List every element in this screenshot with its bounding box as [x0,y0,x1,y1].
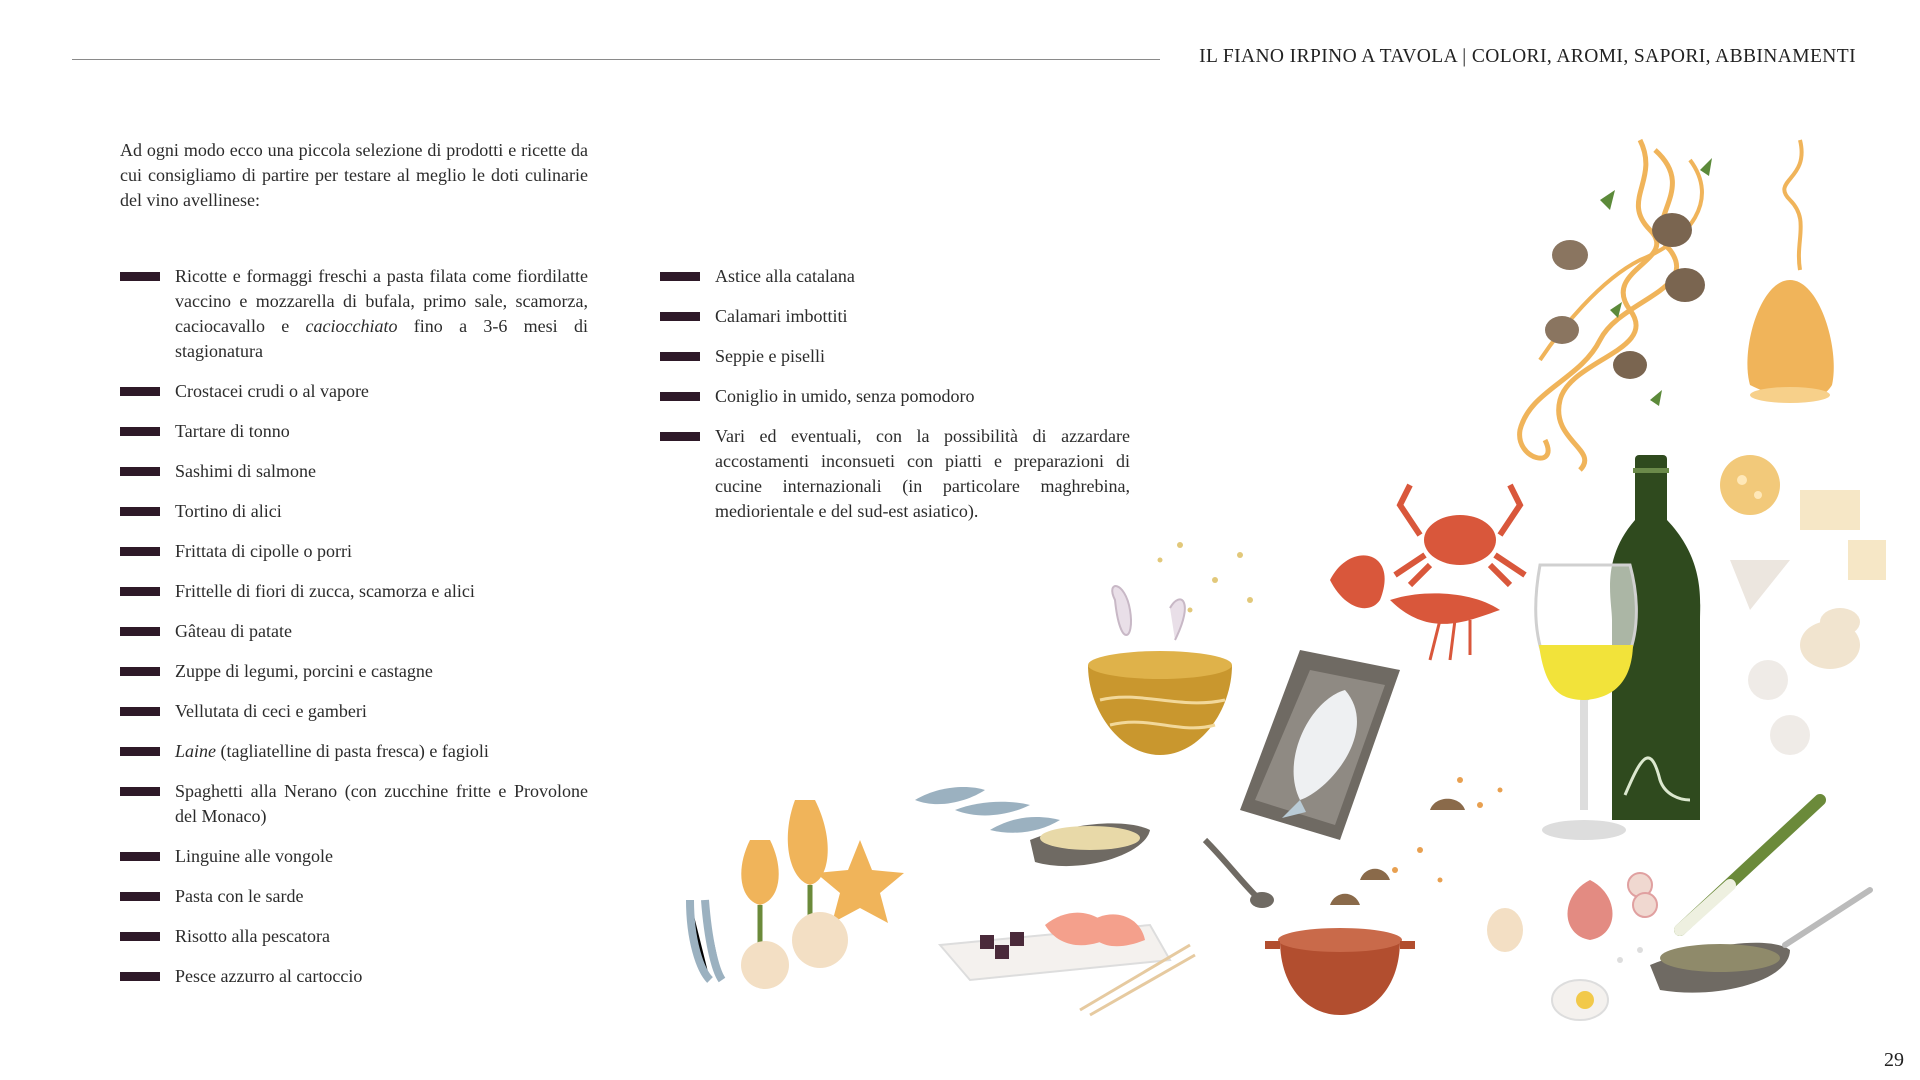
list-item-text: Tortino di alici [175,501,282,521]
list-item-text: Calamari imbottiti [715,306,848,326]
list-item-text: Vari ed eventuali, con la possibilità di azzardare accostamenti inconsueti con piatti e preparazioni di cucine internazionali (in particolare maghrebina, mediorientale e del sud-est asiatico). [715,426,1130,521]
list-item-text: Coniglio in umido, senza pomodoro [715,386,975,406]
zucchini-flowers-icon [690,800,904,989]
fish-tray-icon [1240,650,1400,840]
page-header-title: IL FIANO IRPINO A TAVOLA | COLORI, AROMI, SAPORI, ABBINAMENTI [1199,46,1856,67]
page-number: 29 [1884,1049,1904,1071]
leek-pan-icon [1650,800,1870,993]
list-item-text: Sashimi di salmone [175,461,316,481]
cheese-icon [1720,455,1886,755]
list-item-emphasis: caciocchiato [305,316,398,336]
list-item-emphasis: Laine [175,741,217,761]
list-item-text-continued: (tagliatelline di pasta fresca) e fagioli [216,741,489,761]
list-item-text: Linguine alle vongole [175,846,333,866]
list-item-text: Gâteau di patate [175,621,292,641]
list-item-text: Astice alla catalana [715,266,855,286]
caciocavallo-icon [1747,140,1833,403]
squid-bowl-icon [1088,586,1232,755]
intro-paragraph: Ad ogni modo ecco una piccola selezione di prodotti e ricette da cui consigliamo di partire per testare al meglio le doti culinarie del vino avellinese: [120,140,588,210]
list-item-text: Tartare di tonno [175,421,290,441]
shrimp-icon [1330,555,1500,660]
eggs-onion-icon [1487,873,1657,1020]
crab-icon [1395,485,1525,585]
list-item-text: Frittata di cipolle o porri [175,541,352,561]
list-item-text: Ricotte e formaggi freschi a pasta filata come fiordilatte vaccino e mozzarella di bufala, primo sale, scamorza, caciocavallo e [175,266,588,336]
list-item-text: Pasta con le sarde [175,886,304,906]
pasta-clams-icon [1520,140,1712,470]
list-item-text: Crostacei crudi o al vapore [175,381,369,401]
list-item-text-continued: fino a 3-6 mesi di stagionatura [175,316,588,361]
baking-dish-icon [1030,823,1150,866]
sashimi-plate-icon [940,913,1195,1015]
list-item-text: Zuppe di legumi, porcini e castagne [175,661,433,681]
anchovies-icon [915,787,1060,833]
list-item-text: Seppie e piselli [715,346,825,366]
list-item-text: Frittelle di fiori di zucca, scamorza e alici [175,581,475,601]
list-item-text: Vellutata di ceci e gamberi [175,701,367,721]
list-item-text: Pesce azzurro al cartoccio [175,966,363,986]
list-item-text: Spaghetti alla Nerano (con zucchine fritte e Provolone del Monaco) [175,781,588,826]
list-item-text: Risotto alla pescatora [175,926,330,946]
